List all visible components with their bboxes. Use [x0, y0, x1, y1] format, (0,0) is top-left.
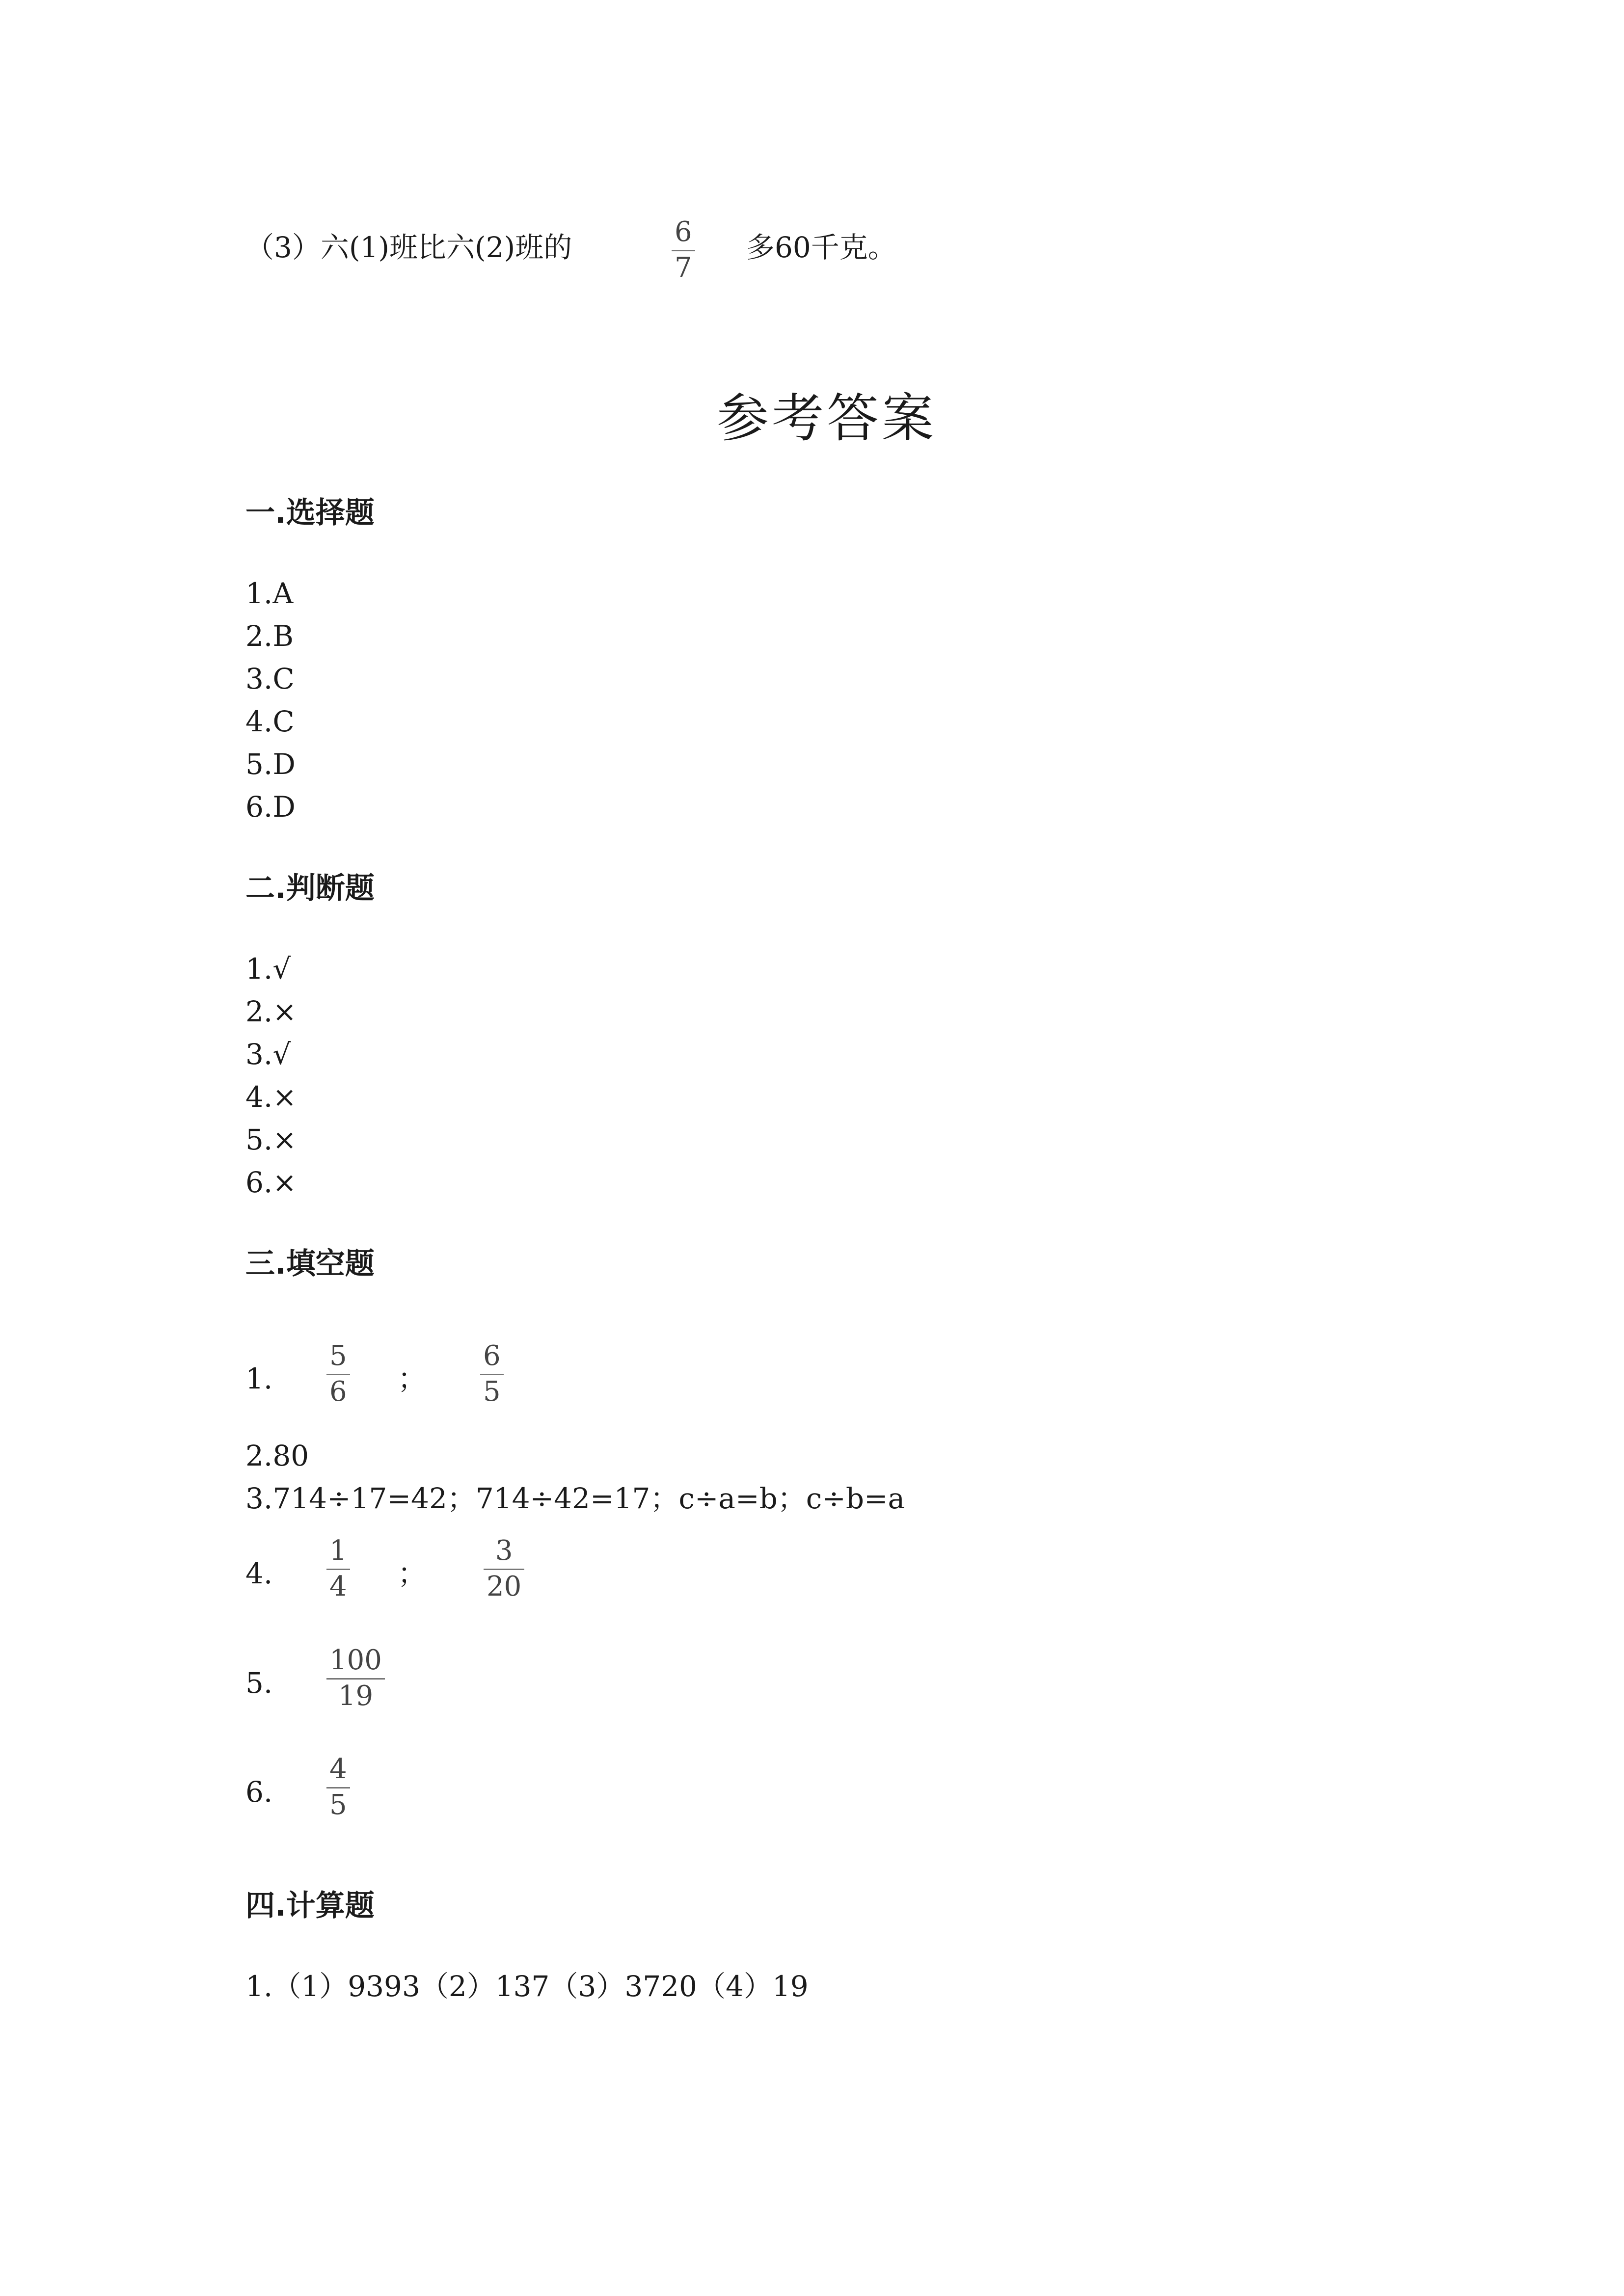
fraction-numerator: 100	[329, 1644, 382, 1676]
answer-title: 参考答案	[717, 388, 937, 449]
fraction-denominator: 6	[329, 1376, 347, 1408]
question-3-suffix: 多60千克。	[746, 231, 896, 264]
list-item-label: 5.	[245, 1666, 273, 1700]
fraction-bar	[326, 1374, 350, 1375]
fraction-bar	[672, 250, 695, 251]
fraction-bar	[326, 1787, 350, 1789]
list-item: 3.√	[245, 1038, 291, 1071]
separator: ；	[398, 1362, 427, 1395]
fraction-denominator: 5	[483, 1376, 501, 1408]
fraction	[326, 1644, 385, 1712]
fraction-denominator: 4	[329, 1571, 347, 1602]
question-3-fraction	[672, 218, 695, 282]
section-heading-calculation: 四.计算题	[245, 1889, 375, 1923]
fraction	[484, 1537, 524, 1601]
fraction	[326, 1342, 350, 1406]
fraction-bar	[480, 1374, 504, 1375]
list-item: 1.A	[245, 577, 294, 610]
fraction-numerator: 6	[675, 216, 692, 248]
section-heading-fill-in: 三.填空题	[245, 1247, 375, 1281]
fraction	[326, 1753, 350, 1821]
fraction-denominator: 7	[675, 252, 692, 284]
list-item: 1.√	[245, 952, 291, 986]
list-item: 5.×	[245, 1123, 297, 1156]
fraction-numerator: 6	[483, 1340, 501, 1372]
list-item-label: 6.	[245, 1775, 273, 1809]
list-item: 2.×	[245, 995, 297, 1028]
list-item: 2.80	[245, 1439, 309, 1472]
separator: ；	[398, 1557, 427, 1590]
fraction	[326, 1537, 350, 1601]
list-item: 2.B	[245, 619, 294, 653]
fraction-numerator: 4	[329, 1753, 347, 1785]
list-item-label: 1.	[245, 1362, 273, 1395]
fraction	[480, 1342, 504, 1406]
list-item: 6.D	[245, 790, 296, 824]
fraction-denominator: 20	[487, 1571, 522, 1602]
list-item: 3.714÷17=42；714÷42=17；c÷a=b；c÷b=a	[245, 1482, 905, 1515]
section-heading-choice: 一.选择题	[245, 496, 375, 530]
fraction-numerator: 1	[329, 1535, 347, 1567]
list-item: 6.×	[245, 1166, 297, 1199]
fraction-denominator: 5	[329, 1789, 347, 1821]
list-item: 4.×	[245, 1080, 297, 1114]
fraction-numerator: 5	[329, 1340, 347, 1372]
fraction-bar	[326, 1678, 385, 1680]
fraction-denominator: 19	[338, 1680, 374, 1712]
list-item-label: 4.	[245, 1557, 273, 1590]
list-item: 4.C	[245, 705, 295, 738]
fraction-bar	[326, 1569, 350, 1570]
list-item: 1.（1）9393（2）137（3）3720（4）19	[245, 1970, 809, 2003]
list-item: 5.D	[245, 748, 296, 781]
fraction-numerator: 3	[495, 1535, 513, 1567]
question-3-prefix: （3）六(1)班比六(2)班的	[245, 231, 572, 264]
fraction-bar	[484, 1569, 524, 1570]
section-heading-judgement: 二.判断题	[245, 871, 375, 906]
list-item: 3.C	[245, 662, 295, 695]
